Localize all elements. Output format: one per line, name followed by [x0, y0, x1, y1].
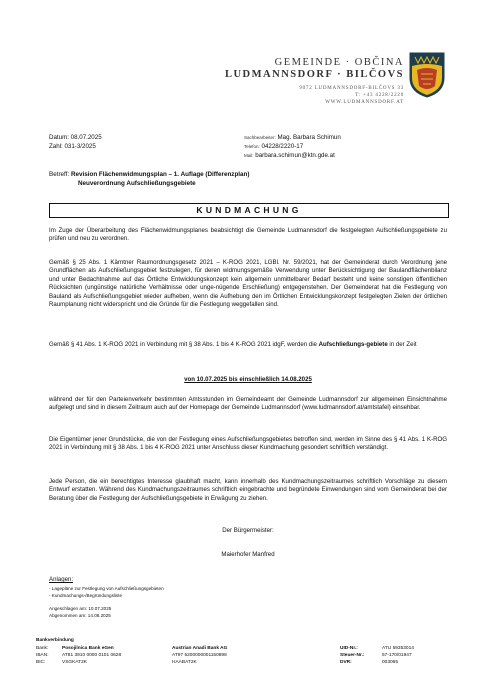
dvr-label: DVR:: [340, 660, 352, 665]
announcement-heading-box: [49, 203, 449, 218]
phone-label: Telefon:: [244, 144, 260, 149]
dvr-value: 003065: [382, 660, 399, 665]
subject-line-2: Neuverordnung Aufschließungsgebiete: [78, 179, 196, 187]
mail-label: Mail:: [244, 153, 254, 158]
bank-2-iban: AT97 5200000001150898: [172, 653, 227, 658]
mail-row: [244, 152, 335, 159]
phone-row: [244, 143, 303, 150]
id-values: [382, 645, 414, 666]
municipality-phone: T: +43 4228/2220: [355, 93, 404, 98]
paragraph-objections: Jede Person, die ein berechtigtes Interesse glaubhaft macht, kann innerhalb des Kundmachungszeitraumes schriftlich Vorschläge zu diesem Entwurf erstatten. Während des Kundmachungszeitraumes schriftlich eingebrachte und begründete Einwendungen sind vom Gemeinderat bei der Beratung über die Festlegung der Aufschließungsgebiete in Erwägung zu ziehen.: [49, 478, 447, 502]
tax-value: 57-170/01947: [382, 653, 412, 658]
municipality-website: WWW.LUDMANNSDORF.AT: [325, 100, 404, 105]
uid-value: ATU 59353014: [382, 646, 414, 651]
phone-value: 04228/2220-17: [261, 143, 304, 150]
tax-label: Steuer-Nr.:: [340, 653, 365, 658]
bank-1-bic: VSGKAT2K: [62, 660, 87, 665]
bank-2-bic: HAABAT2K: [172, 660, 197, 665]
mail-value: barbara.schimun@ktn.gde.at: [255, 152, 335, 159]
paragraph-owners: Die Eigentümer jener Grundstücke, die von der Festlegung eines Aufschließungsgebietes betroffen sind, werden im Sinne des § 41 Abs. 1 K-ROG 2021 in Verbindung mit § 38 Abs. 1 bis 4 K-ROG 2021 unter Anschluss dieser Kundmachung gesondert schriftlich verständigt.: [49, 436, 447, 452]
subject-line-1: Revision Flächenwidmungsplan – 1. Auflage (Differenzplan): [70, 171, 250, 178]
footer-label: BIC:: [36, 660, 46, 665]
bank-2: [172, 645, 227, 666]
attachment-item: - Lagepläne zur Festlegung von Aufschließungsgebieten: [49, 586, 164, 591]
municipality-subtitle: LUDMANNSDORF · BILČOVS: [224, 69, 404, 80]
bank-row-labels: [36, 645, 49, 666]
clerk-name: Mag. Barbara Schimun: [277, 134, 341, 141]
footer-label: IBAN:: [36, 653, 49, 658]
clerk-label: Sachbearbeiter:: [244, 135, 276, 140]
document-number: Zahl: 031-3/2025: [49, 143, 96, 150]
clerk-row: [244, 134, 341, 141]
bank-1: [62, 645, 121, 666]
paragraph-display-tail: in der Zeit: [387, 341, 417, 348]
document-date: Datum: 08.07.2025: [49, 134, 102, 141]
paragraph-display-bold: Aufschließungs-gebiete: [318, 341, 388, 348]
signature-title: Der Bürgermeister:: [222, 527, 274, 534]
footer-label: Bank:: [36, 646, 49, 651]
attachments-label: Anlagen:: [49, 576, 74, 583]
paragraph-legal-basis: Gemäß § 25 Abs. 1 Kärntner Raumordnungsgesetz 2021 – K-ROG 2021, LGBl. Nr. 59/2021, hat der Gemeinderat durch Verordnung jene Grundflächen als Aufschließungsgebiet festzulegen, für deren widmungsgemäße Verwendung unter Berücksichtigung der Baulandflächenbilanz und unter Bedachtnahme auf das Örtliche Entwicklungskonzept kein allgemein unmittelbarer Bedarf besteht und keine sonstigen öffentlichen Rücksichten (ungünstige natürliche Verhältnisse oder unge-nügende Erschließung) entgegenstehen. Der Gemeinderat hat die Festlegung von Bauland als Aufschließungsgebiet wieder aufheben, wenn die Aufhebung den im Örtlichen Entwicklungskonzept festgelegten Zielen der örtlichen Raumplanung nicht widerspricht und die Gründe für die Festlegung weggefallen sind.: [49, 259, 447, 309]
paragraph-inspection: während der für den Parteienverkehr bestimmten Amtsstunden im Gemeindeamt der Gemeinde Ludmannsdorf zur allgemeinen Einsichtnahme aufgelegt und sind in diesem Zeitraum auch auf der Homepage der Gemeinde Ludmannsdorf (www.ludmannsdorf.at/amtstafel) einsehbar.: [49, 396, 447, 412]
attachment-item: - Kundmachungs-/Begründungsliste: [49, 593, 123, 598]
display-period: von 10.07.2025 bis einschließlich 14.08.2025: [184, 376, 312, 383]
bank-2-name: Austrian Anadi Bank AG: [172, 646, 228, 651]
bank-heading: Bankverbindung: [36, 638, 74, 643]
paragraph-display: [49, 341, 447, 349]
coat-of-arms-icon: [409, 52, 445, 98]
announcement-heading: KUNDMACHUNG: [196, 205, 302, 215]
subject-block: [49, 171, 250, 188]
municipality-title: GEMEINDE · OBČINA: [274, 57, 404, 68]
paragraph-display-text: Gemäß § 41 Abs. 1 K-ROG 2021 in Verbindung mit § 38 Abs. 1 bis 4 K-ROG 2021 idgF, werden die: [49, 341, 319, 348]
signature-name: Maierhofer Manfred: [221, 551, 275, 558]
paragraph-intro: Im Zuge der Überarbeitung des Flächenwidmungsplanes beabsichtigt die Gemeinde Ludmannsdorf die festgelegten Aufschließungsgebiete zu prüfen und neu zu verordnen.: [49, 227, 447, 243]
bank-1-name: Posojilnica Bank eGen: [62, 646, 114, 651]
id-labels: [340, 645, 365, 666]
municipality-address: 9072 LUDMANNSDORF-BILČOVS 33: [299, 86, 404, 91]
posted-date: Angeschlagen am: 10.07.2025: [49, 606, 112, 611]
removed-date: Abgenommen am: 14.08.2025: [49, 613, 111, 618]
bank-1-iban: AT81 3910 0000 0101 0628: [62, 653, 122, 658]
subject-label: Betreff:: [49, 171, 70, 178]
uid-label: UID-Nr.:: [340, 646, 358, 651]
